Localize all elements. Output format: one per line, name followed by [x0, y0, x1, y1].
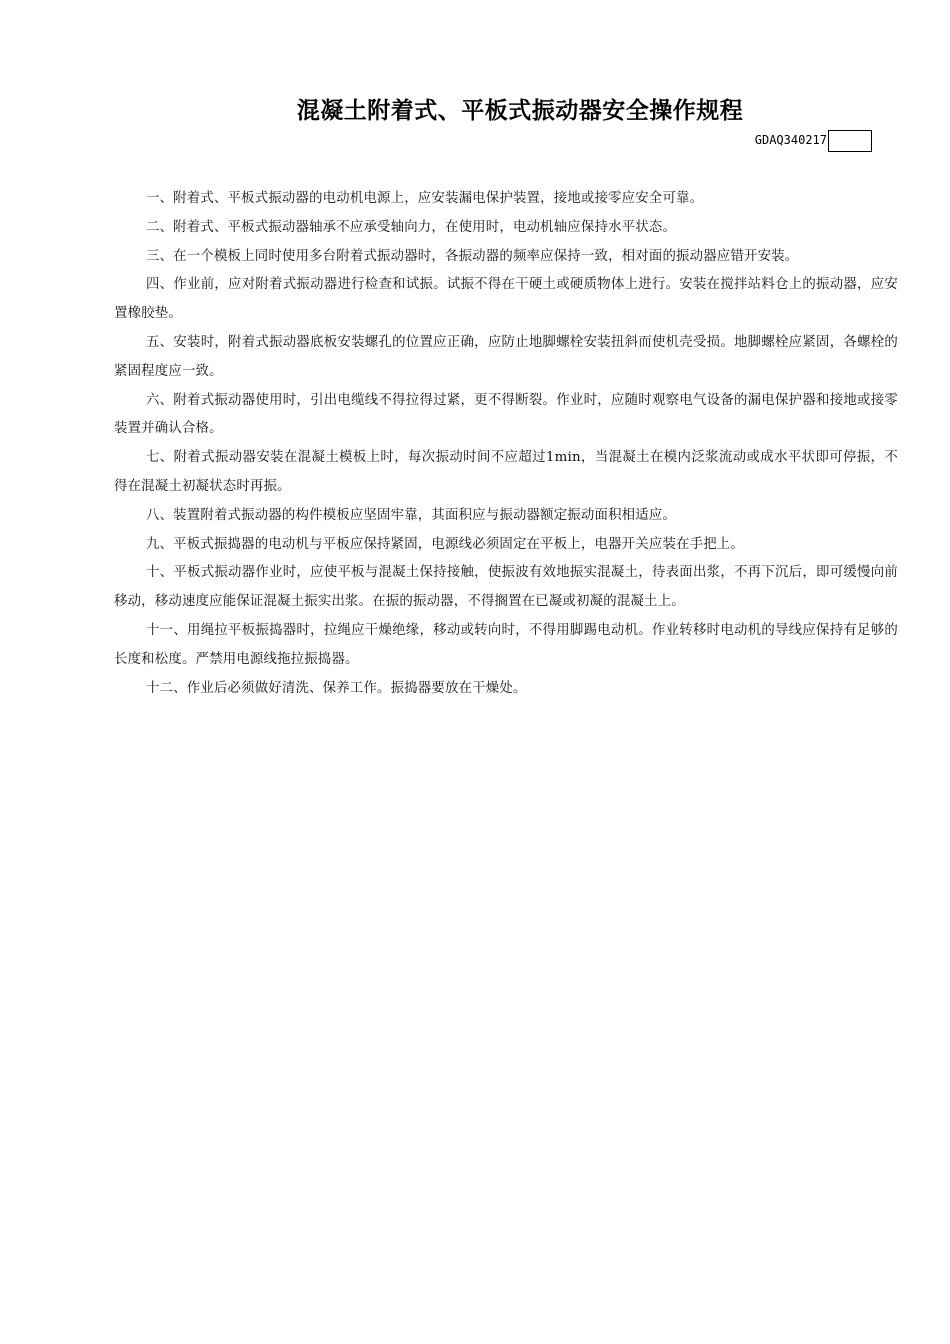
document-code-text: GDAQ340217: [754, 133, 827, 147]
document-title: 混凝土附着式、平板式振动器安全操作规程: [296, 98, 744, 124]
paragraph-7: 七、附着式振动器安装在混凝土模板上时，每次振动时间不应超过1min，当混凝土在模内泛浆流动或成水平状即可停振，不得在混凝土初凝状态时再振。: [114, 450, 898, 494]
document-code-box: [828, 130, 872, 152]
document-code: [755, 129, 872, 152]
paragraph-11: 十一、用绳拉平板振捣器时，拉绳应干燥绝缘，移动或转向时，不得用脚踢电动机。作业转移时电动机的导线应保持有足够的长度和松度。严禁用电源线拖拉振捣器。: [114, 622, 898, 667]
paragraph-4: 四、作业前，应对附着式振动器进行检查和试振。试振不得在干硬土或硬质物体上进行。安装在搅拌站料仓上的振动器，应安置橡胶垫。: [114, 277, 898, 322]
paragraph-10: 十、平板式振动器作业时，应使平板与混凝土保持接触，使振波有效地振实混凝土，待表面出浆，不再下沉后，即可缓慢向前移动，移动速度应能保证混凝土振实出浆。在振的振动器，不得搁置在已凝或初凝的混凝土上。: [114, 565, 898, 610]
document-body: [114, 185, 898, 703]
paragraph-9: 九、平板式振捣器的电动机与平板应保持紧固，电源线必须固定在平板上，电器开关应装在手把上。: [146, 536, 744, 552]
paragraph-8: 八、装置附着式振动器的构件模板应坚固牢靠，其面积应与振动器额定振动面积相适应。: [146, 507, 677, 523]
paragraph-5: 五、安装时，附着式振动器底板安装螺孔的位置应正确，应防止地脚螺栓安装扭斜而使机壳受损。地脚螺栓应紧固，各螺栓的紧固程度应一致。: [114, 334, 898, 379]
paragraph-2: 二、附着式、平板式振动器轴承不应承受轴向力，在使用时，电动机轴应保持水平状态。: [146, 219, 677, 235]
paragraph-6: 六、附着式振动器使用时，引出电缆线不得拉得过紧，更不得断裂。作业时，应随时观察电气设备的漏电保护器和接地或接零装置并确认合格。: [114, 392, 898, 437]
paragraph-12: 十二、作业后必须做好清洗、保养工作。振捣器要放在干燥处。: [146, 680, 527, 696]
paragraph-1: 一、附着式、平板式振动器的电动机电源上，应安装漏电保护装置，接地或接零应安全可靠。: [146, 191, 704, 206]
paragraph-3: 三、在一个模板上同时使用多台附着式振动器时，各振动器的频率应保持一致，相对面的振动器应错开安装。: [146, 248, 799, 264]
